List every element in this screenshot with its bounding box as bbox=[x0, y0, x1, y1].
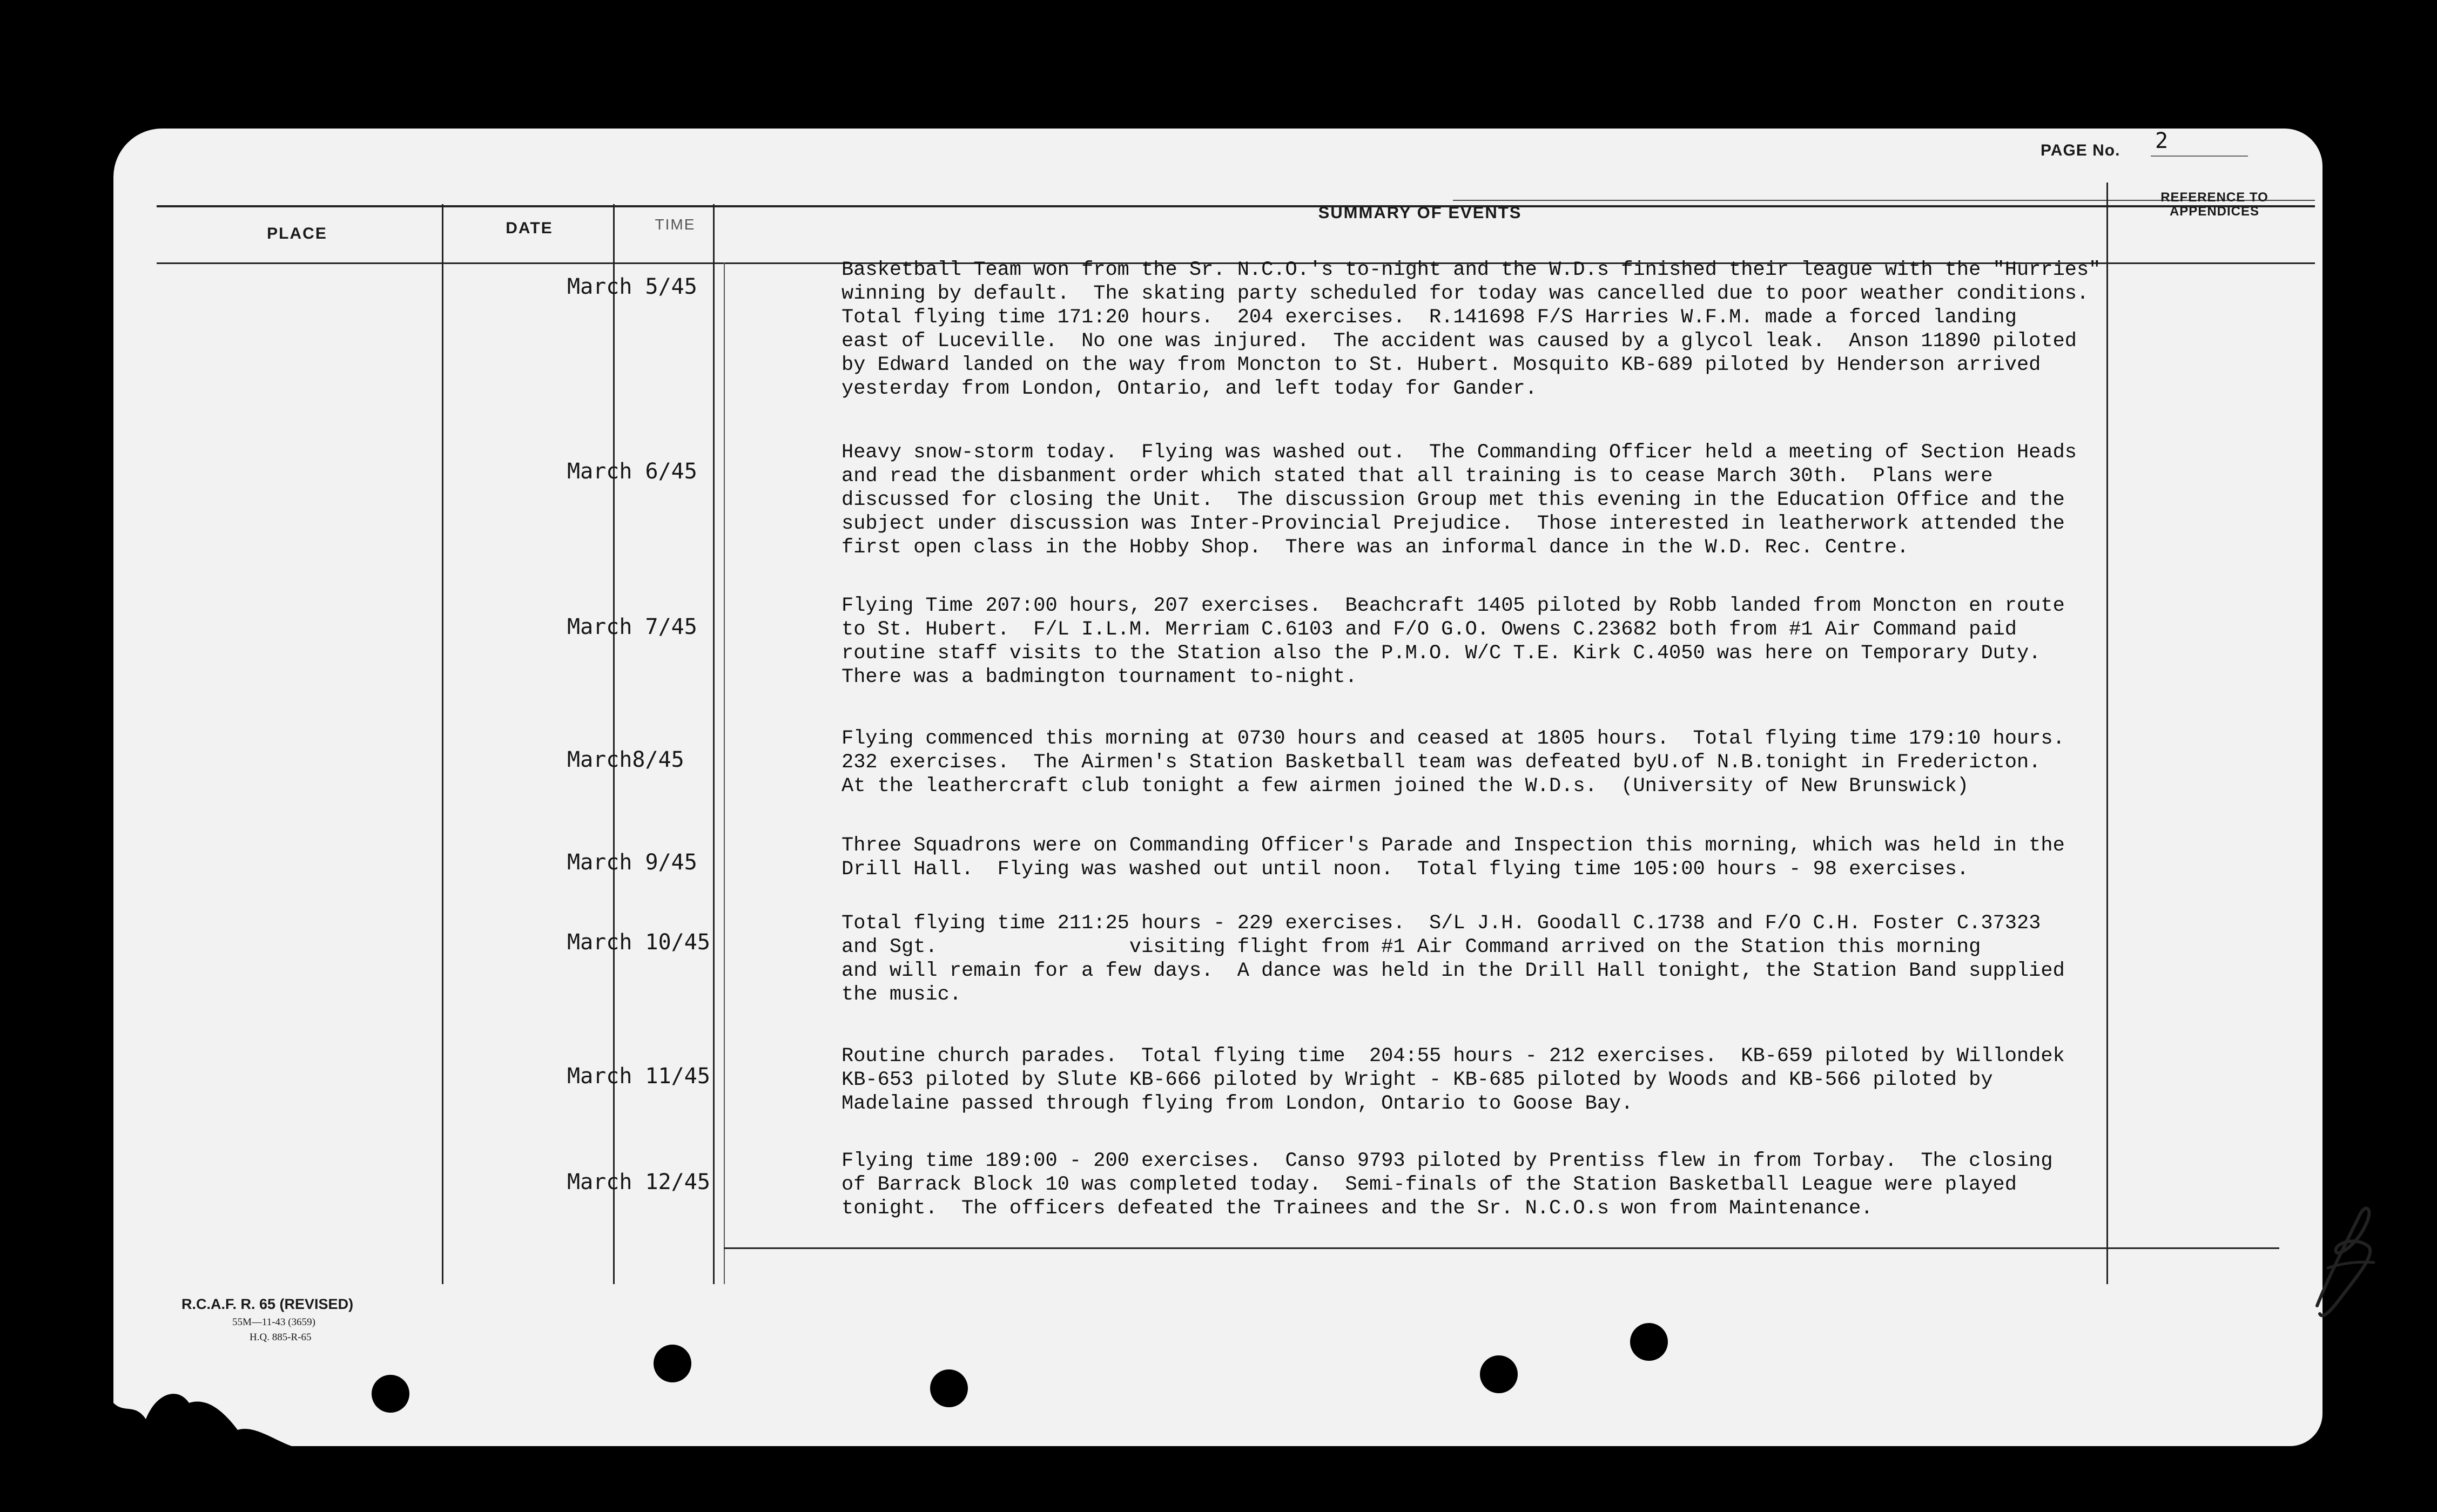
column-header-summary: SUMMARY OF EVENTS bbox=[1318, 203, 1522, 222]
entry-line: the music. bbox=[841, 983, 962, 1006]
entry-date: March 9/45 bbox=[567, 850, 697, 875]
rule-time-summary bbox=[713, 204, 715, 1284]
entry-text bbox=[841, 1044, 2224, 1116]
rule-summary-inner bbox=[724, 262, 725, 1284]
form-hq-code: H.Q. 885-R-65 bbox=[250, 1332, 312, 1343]
entry-line: Three Squadrons were on Commanding Officer's Parade and Inspection this morning, which was held in the bbox=[841, 834, 2065, 857]
form-print-code: 55M—11-43 (3659) bbox=[232, 1317, 315, 1328]
rule-place-date bbox=[442, 204, 443, 1284]
entry-line: Routine church parades. Total flying time 204:55 hours - 212 exercises. KB-659 piloted by Willondek bbox=[841, 1045, 2065, 1068]
entry-line: east of Luceville. No one was injured. The accident was caused by a glycol leak. Anson 11890 piloted bbox=[841, 330, 2077, 353]
binder-hole bbox=[372, 1375, 409, 1413]
binder-hole bbox=[1480, 1355, 1518, 1393]
entry-text bbox=[841, 441, 2224, 559]
entry-line: Basketball Team won from the Sr. N.C.O.'s to-night and the W.D.s finished their league with the "Hurries" bbox=[841, 259, 2101, 281]
entry-line: and Sgt. visiting flight from #1 Air Command arrived on the Station this morning bbox=[841, 936, 1981, 959]
entry-date: March 5/45 bbox=[567, 274, 697, 299]
rule-date-time bbox=[613, 204, 615, 1284]
entry-line: by Edward landed on the way from Moncton to St. Hubert. Mosquito KB-689 piloted by Henderson arrived bbox=[841, 354, 2041, 376]
entry-date: March 10/45 bbox=[567, 930, 710, 955]
torn-corner-damage bbox=[113, 1371, 340, 1457]
entry-line: routine staff visits to the Station also the P.M.O. W/C T.E. Kirk C.4050 was here on Temporary Duty. bbox=[841, 642, 2041, 665]
diary-form-sheet bbox=[113, 129, 2322, 1446]
binder-hole bbox=[930, 1369, 968, 1407]
entry-date: March 12/45 bbox=[567, 1170, 710, 1194]
entry-line: and read the disbanment order which stated that all training is to cease March 30th. Plans were bbox=[841, 465, 1993, 488]
entry-line: Flying Time 207:00 hours, 207 exercises. Beachcraft 1405 piloted by Robb landed from Moncton en route bbox=[841, 595, 2065, 617]
entry-line: Flying time 189:00 - 200 exercises. Canso 9793 piloted by Prentiss flew in from Torbay. The closing bbox=[841, 1150, 2053, 1172]
entry-text bbox=[841, 912, 2224, 1007]
entry-text bbox=[841, 1149, 2224, 1220]
page-number-label: PAGE No. bbox=[2041, 141, 2120, 159]
column-header-date: DATE bbox=[506, 219, 553, 237]
entry-line: tonight. The officers defeated the Trainees and the Sr. N.C.O.s won from Maintenance. bbox=[841, 1197, 1873, 1220]
column-header-reference-line2: APPENDICES bbox=[2169, 204, 2260, 219]
entry-text bbox=[841, 258, 2224, 401]
entry-date: March 7/45 bbox=[567, 615, 697, 639]
entry-line: discussed for closing the Unit. The discussion Group met this evening in the Education Office and the bbox=[841, 489, 2065, 511]
column-header-reference-line1: REFERENCE TO bbox=[2160, 190, 2268, 205]
entry-line: subject under discussion was Inter-Provincial Prejudice. Those interested in leatherwork attended the bbox=[841, 512, 2065, 535]
handwritten-initials-mark bbox=[2306, 1198, 2382, 1327]
column-header-place: PLACE bbox=[267, 225, 327, 242]
entry-date: March8/45 bbox=[567, 747, 684, 772]
entry-line: Drill Hall. Flying was washed out until noon. Total flying time 105:00 hours - 98 exercises. bbox=[841, 858, 1969, 881]
entry-line: first open class in the Hobby Shop. There was an informal dance in the W.D. Rec. Centre. bbox=[841, 536, 1909, 559]
entry-text bbox=[841, 594, 2224, 689]
entry-line: winning by default. The skating party scheduled for today was cancelled due to poor weather conditions. bbox=[841, 282, 2089, 305]
entry-line: KB-653 piloted by Slute KB-666 piloted by Wright - KB-685 piloted by Woods and KB-566 piloted by bbox=[841, 1069, 1993, 1091]
table-bottom-rule bbox=[724, 1247, 2279, 1249]
entry-line: Flying commenced this morning at 0730 hours and ceased at 1805 hours. Total flying time 179:10 hours. bbox=[841, 727, 2065, 750]
entry-line: There was a badmington tournament to-night. bbox=[841, 666, 1357, 688]
entry-line: yesterday from London, Ontario, and left today for Gander. bbox=[841, 377, 1537, 400]
entry-text bbox=[841, 834, 2224, 881]
entry-date: March 11/45 bbox=[567, 1064, 710, 1089]
entry-line: to St. Hubert. F/L I.L.M. Merriam C.6103 and F/O G.O. Owens C.23682 both from #1 Air Command paid bbox=[841, 618, 2017, 641]
entry-line: of Barrack Block 10 was completed today. Semi-finals of the Station Basketball League were played bbox=[841, 1173, 2017, 1196]
binder-hole bbox=[654, 1345, 691, 1382]
entry-line: Madelaine passed through flying from London, Ontario to Goose Bay. bbox=[841, 1092, 1633, 1115]
entry-line: and will remain for a few days. A dance was held in the Drill Hall tonight, the Station Band supplied bbox=[841, 960, 2065, 982]
page-number: 2 bbox=[2155, 129, 2169, 153]
entry-line: 232 exercises. The Airmen's Station Basketball team was defeated byU.of N.B.tonight in Fredericton. bbox=[841, 751, 2041, 774]
entry-line: Total flying time 211:25 hours - 229 exercises. S/L J.H. Goodall C.1738 and F/O C.H. Foster C.37323 bbox=[841, 912, 2041, 935]
entry-line: Total flying time 171:20 hours. 204 exercises. R.141698 F/S Harries W.F.M. made a forced landing bbox=[841, 306, 2017, 329]
entry-line: Heavy snow-storm today. Flying was washed out. The Commanding Officer held a meeting of Section Heads bbox=[841, 441, 2077, 464]
form-name: R.C.A.F. R. 65 (REVISED) bbox=[181, 1296, 354, 1312]
page-number-underline bbox=[2151, 156, 2248, 157]
entry-date: March 6/45 bbox=[567, 459, 697, 484]
entry-line: At the leathercraft club tonight a few airmen joined the W.D.s. (University of New Brunswick) bbox=[841, 775, 1969, 798]
binder-hole bbox=[1630, 1323, 1668, 1361]
column-header-time: TIME bbox=[655, 216, 696, 233]
entry-text bbox=[841, 727, 2224, 798]
